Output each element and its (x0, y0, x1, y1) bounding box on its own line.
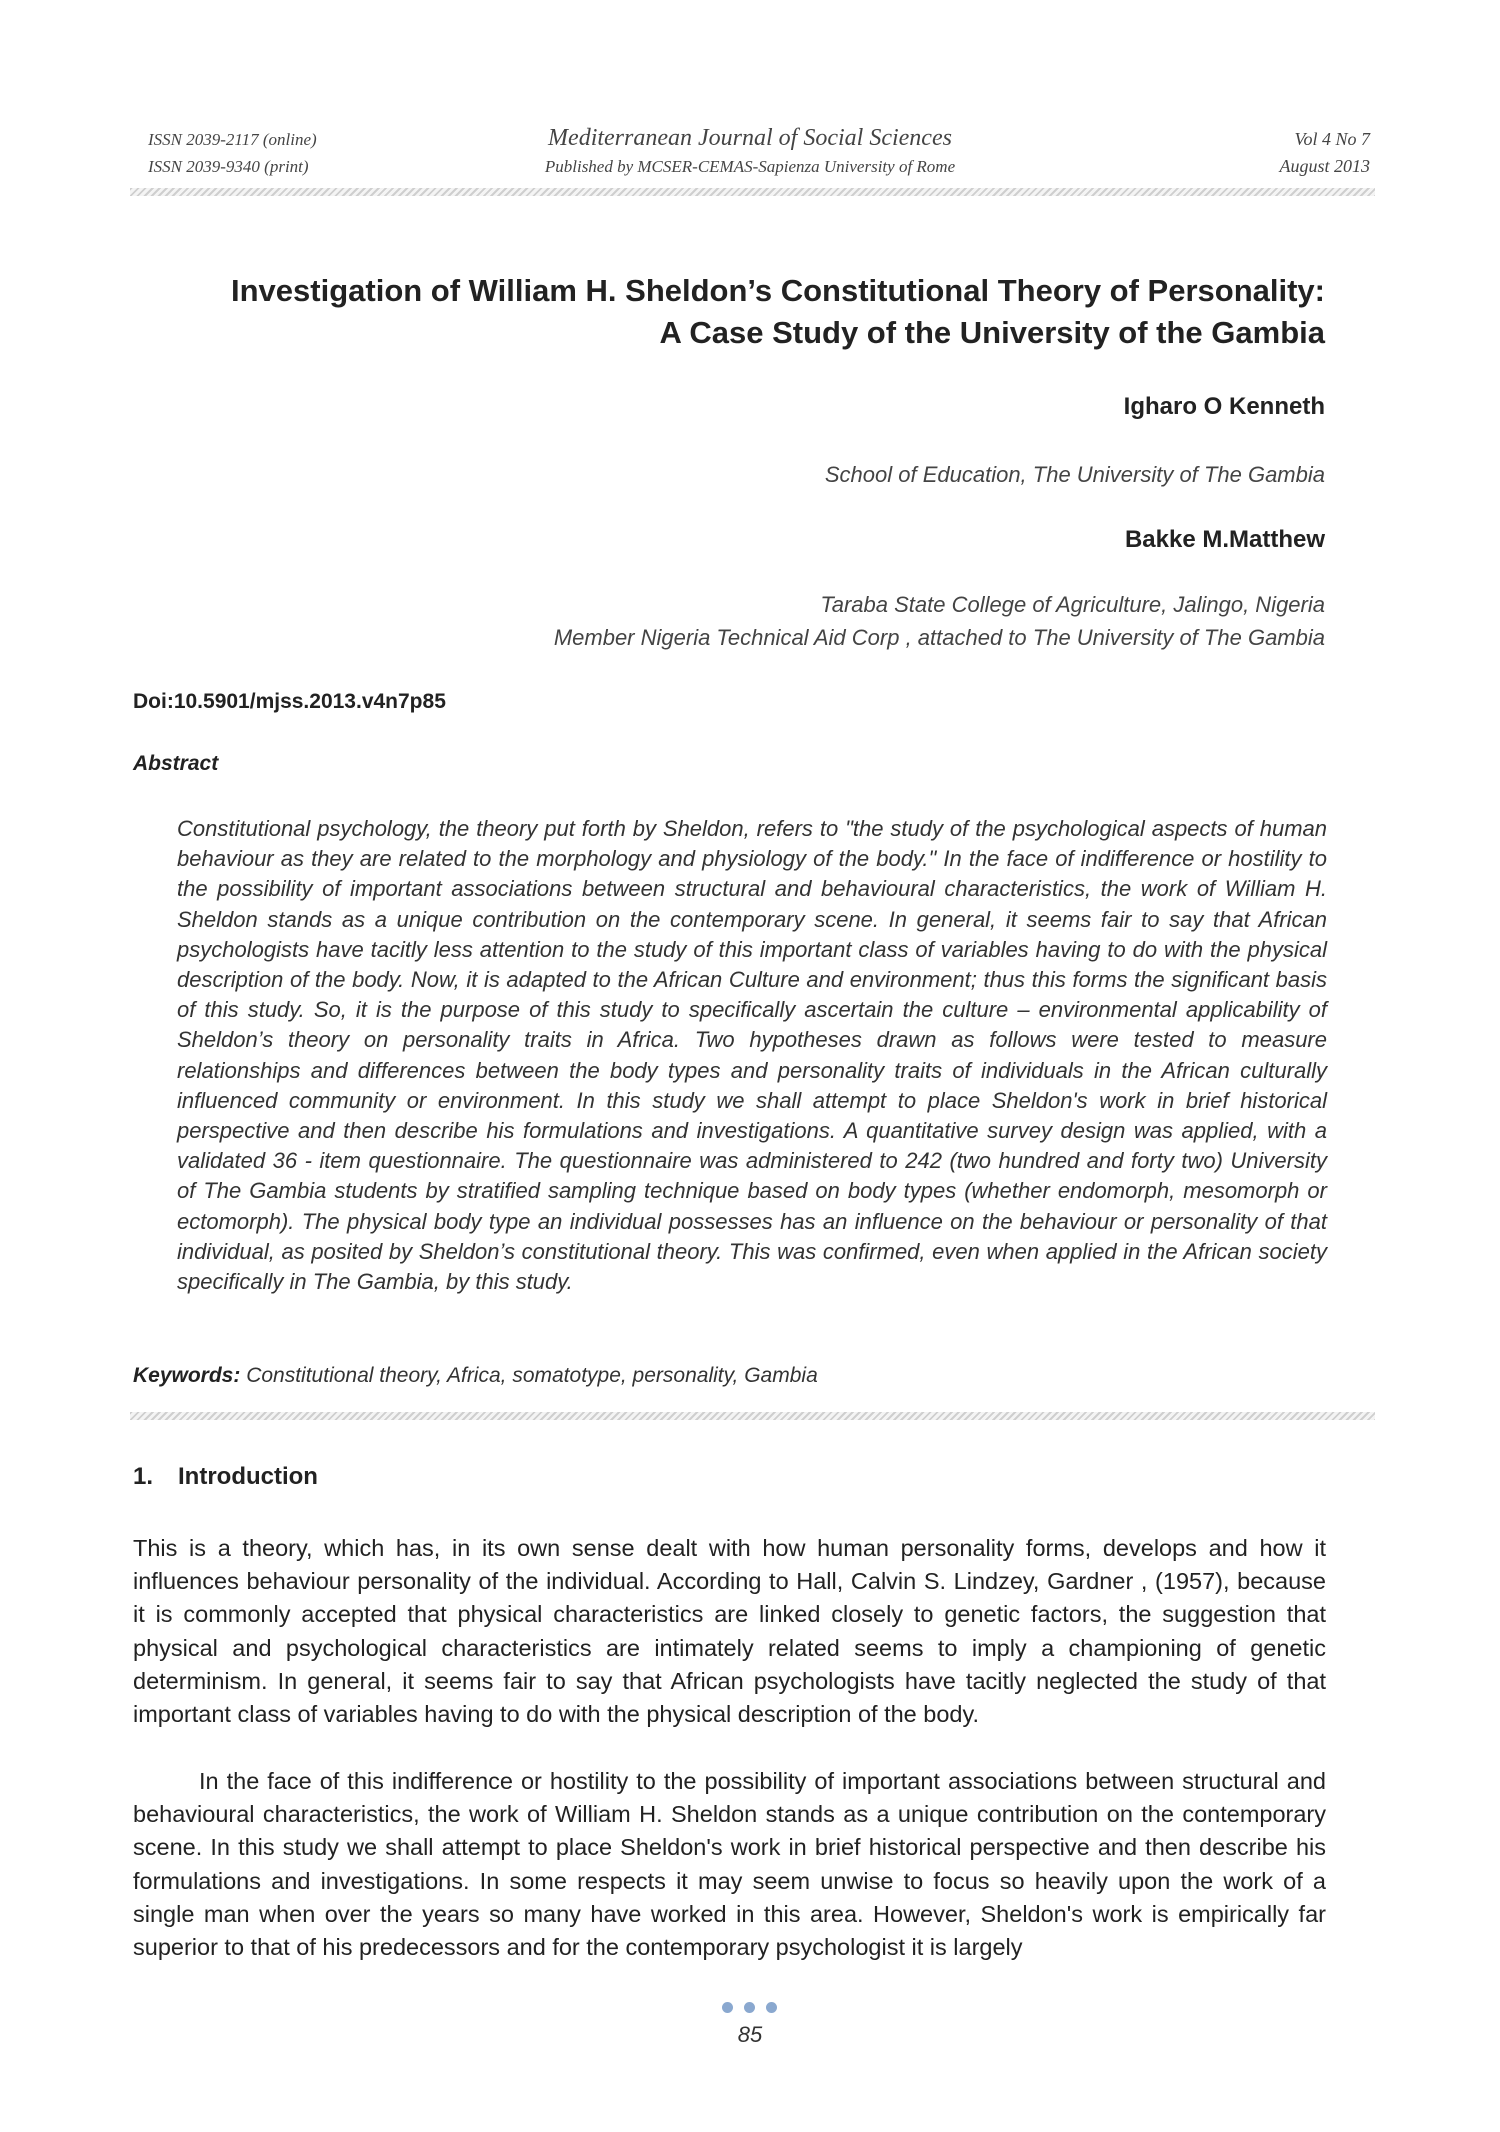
author-affiliation: Taraba State College of Agriculture, Jalingo, Nigeria Member Nigeria Technical Aid Corp , attached to The University of The Gambia (553, 592, 1325, 650)
paragraph: In the face of this indifference or hostility to the possibility of important associations between structural and behavioural characteristics, the work of William H. Sheldon stands as a unique contribution on the contemporary scene. In this study we shall attempt to place Sheldon's work in brief historical perspective and then describe his formulations and investigations. In some respects it may seem unwise to focus so heavily upon the work of a single man when over the years so many have worked in this area. However, Sheldon's work is empirically far superior to that of his predecessors and for the contemporary psychologist it is largely (133, 1768, 1326, 1961)
section-title: Introduction (178, 1463, 318, 1490)
keywords (133, 1364, 818, 1388)
section-heading (133, 1463, 318, 1491)
issue-date: August 2013 (1279, 156, 1370, 176)
publisher: Published by MCSER-CEMAS-Sapienza University of Rome (544, 157, 956, 176)
article-title: Investigation of William H. Sheldon’s Constitutional Theory of Personality: A Case Study of the University of the Gambia (231, 273, 1325, 350)
volume: Vol 4 No 7 (1294, 129, 1370, 149)
author-name: Bakke M.Matthew (1124, 526, 1325, 553)
dot (744, 2002, 755, 2013)
journal-name: Mediterranean Journal of Social Sciences (548, 125, 952, 151)
dot (722, 2002, 733, 2013)
author-name: Igharo O Kenneth (1123, 393, 1325, 420)
page-header (130, 122, 1370, 184)
issn-print: ISSN 2039-9340 (print) (148, 157, 309, 176)
keywords-label: Keywords: (133, 1364, 241, 1387)
journal-block (430, 122, 1070, 180)
page-number: 85 (737, 2022, 763, 2047)
author-affiliation: School of Education, The University of The Gambia (824, 462, 1325, 487)
issue-block (1230, 126, 1370, 180)
abstract-text: Constitutional psychology, the theory put forth by Sheldon, refers to "the study of the psychological aspects of human behaviour as they are related to the morphology and physiology of the body." In the face of indifference or hostility to the possibility of important associations between structural and behavioural characteristics, the work of William H. Sheldon stands as a unique contribution on the contemporary scene. In general, it seems fair to say that African psychologists have tacitly less attention to the study of this important class of variables having to do with the physical description of the body. Now, it is adapted to the African Culture and environment; thus this forms the significant basis of this study. So, it is the purpose of this study to specifically ascertain the culture – environmental applicability of Sheldon’s theory on personality traits in Africa. Two hypotheses drawn as follows were tested to measure relationships and differences between the body types and personality traits of individuals in the African culturally influenced community or environment. In this study we shall attempt to place Sheldon's work in brief historical perspective and then describe his formulations and investigations. A quantitative survey design was applied, with a validated 36 - item questionnaire. The questionnaire was administered to 242 (two hundred and forty two) University of The Gambia students by stratified sampling technique based on body types (whether endomorph, mesomorph or ectomorph). The physical body type an individual possesses has an influence on the behaviour or personality of that individual, as posited by Sheldon’s constitutional theory. This was confirmed, even when applied in the African society specifically in The Gambia, by this study. (177, 816, 1327, 1295)
paragraph: This is a theory, which has, in its own sense dealt with how human personality forms, develops and how it influences behaviour personality of the individual. According to Hall, Calvin S. Lindzey, Gardner , (1957), because it is commonly accepted that physical characteristics are linked closely to genetic factors, the suggestion that physical and psychological characteristics are intimately related seems to imply a championing of genetic determinism. In general, it seems fair to say that African psychologists have tacitly neglected the study of that important class of variables having to do with the physical description of the body. (133, 1535, 1326, 1728)
section-number: 1. (133, 1463, 154, 1490)
doi: Doi:10.5901/mjss.2013.v4n7p85 (133, 690, 446, 713)
dot (766, 2002, 777, 2013)
issn-block (148, 126, 317, 180)
keywords-list: Constitutional theory, Africa, somatotype, personality, Gambia (246, 1364, 818, 1387)
abstract-heading: Abstract (133, 752, 219, 775)
footer-dots (722, 2002, 782, 2014)
issn-online: ISSN 2039-2117 (online) (148, 130, 317, 149)
section-divider (130, 1412, 1375, 1420)
header-divider (130, 188, 1375, 196)
